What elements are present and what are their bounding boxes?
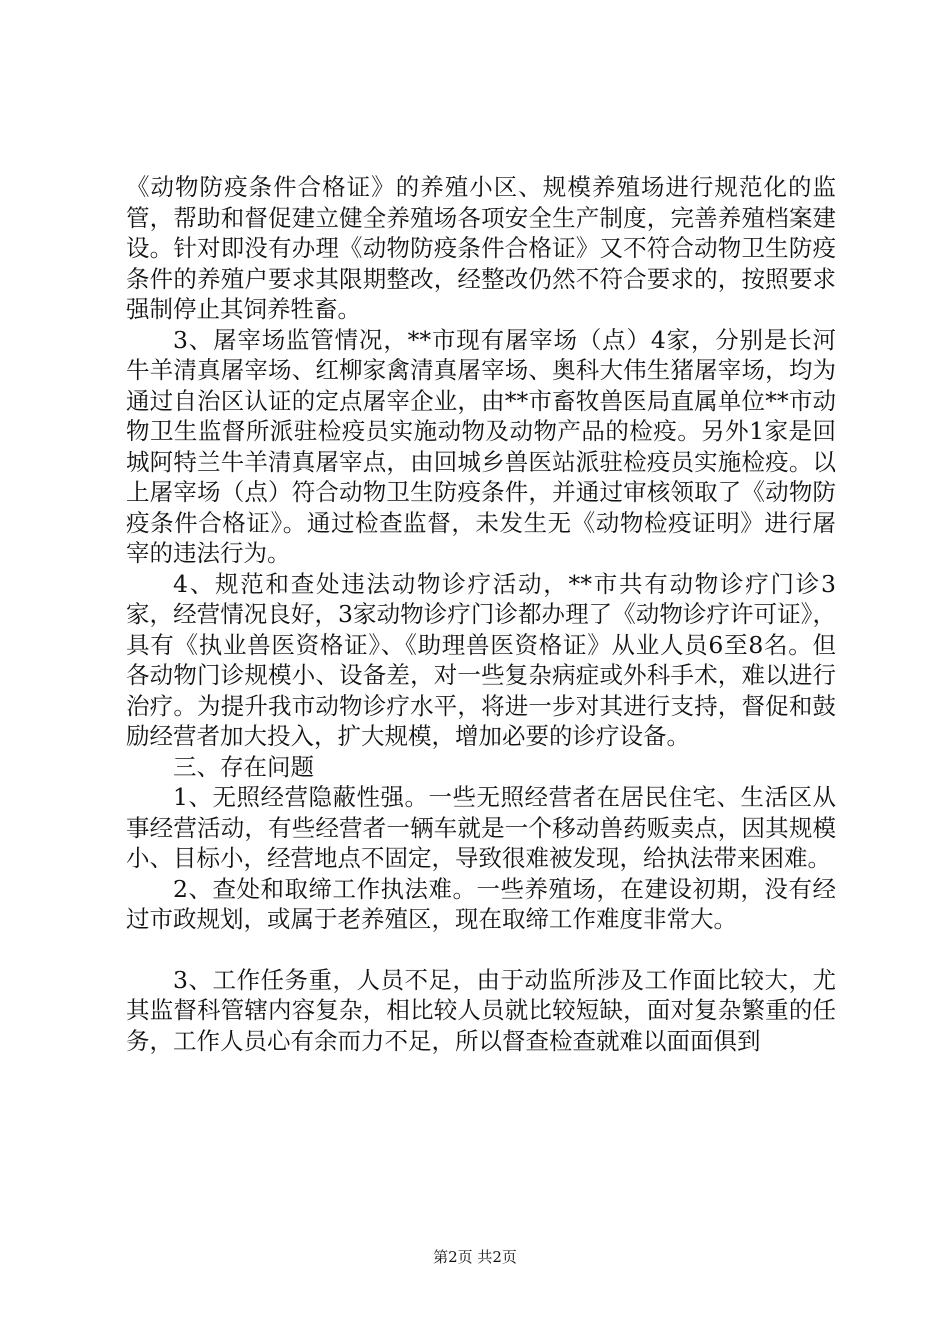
paragraph-problem-2: 2、查处和取缔工作执法难。一些养殖场，在建设初期，没有经过市政规划，或属于老养殖区，现在取缔工作难度非常大。 [126,874,836,933]
paragraph-clinic: 4、规范和查处违法动物诊疗活动，**市共有动物诊疗门诊3家，经营情况良好，3家动物诊疗门诊都办理了《动物诊疗许可证》，具有《执业兽医资格证》、《助理兽医资格证》从业人员6至8名。但各动物门诊规模小、设备差，对一些复杂病症或外科手术，难以进行治疗。为提升我市动物诊疗水平，将进一步对其进行支持，督促和鼓励经营者加大投入，扩大规模，增加必要的诊疗设备。 [126,569,836,750]
paragraph-problem-3: 3、工作任务重，人员不足，由于动监所涉及工作面比较大，尤其监督科管辖内容复杂，相比较人员就比较短缺，面对复杂繁重的任务，工作人员心有余而力不足，所以督查检查就难以面面俱到 [126,965,836,1055]
paragraph-continuation: 《动物防疫条件合格证》的养殖小区、规模养殖场进行规范化的监管，帮助和督促建立健全养殖场各项安全生产制度，完善养殖档案建设。针对即没有办理《动物防疫条件合格证》又不符合动物卫生防疫条件的养殖户要求其限期整改，经整改仍然不符合要求的，按照要求强制停止其饲养牲畜。 [126,173,836,323]
paragraph-slaughterhouse: 3、屠宰场监管情况，**市现有屠宰场（点）4家，分别是长河牛羊清真屠宰场、红柳家禽清真屠宰场、奥科大伟生猪屠宰场，均为通过自治区认证的定点屠宰企业，由**市畜牧兽医局直属单位**市动物卫生监督所派驻检疫员实施动物及动物产品的检疫。另外1家是回城阿特兰牛羊清真屠宰点，由回城乡兽医站派驻检疫员实施检疫。以上屠宰场（点）符合动物卫生防疫条件，并通过审核领取了《动物防疫条件合格证》。通过检查监督，未发生无《动物检疫证明》进行屠宰的违法行为。 [126,325,836,567]
section-heading-problems: 三、存在问题 [173,752,314,781]
page-footer: 第2页 共2页 [433,1248,517,1266]
paragraph-problem-1: 1、无照经营隐蔽性强。一些无照经营者在居民住宅、生活区从事经营活动，有些经营者一辆车就是一个移动兽药贩卖点，因其规模小、目标小，经营地点不固定，导致很难被发现，给执法带来困难。 [126,783,836,872]
document-body [126,172,836,1056]
